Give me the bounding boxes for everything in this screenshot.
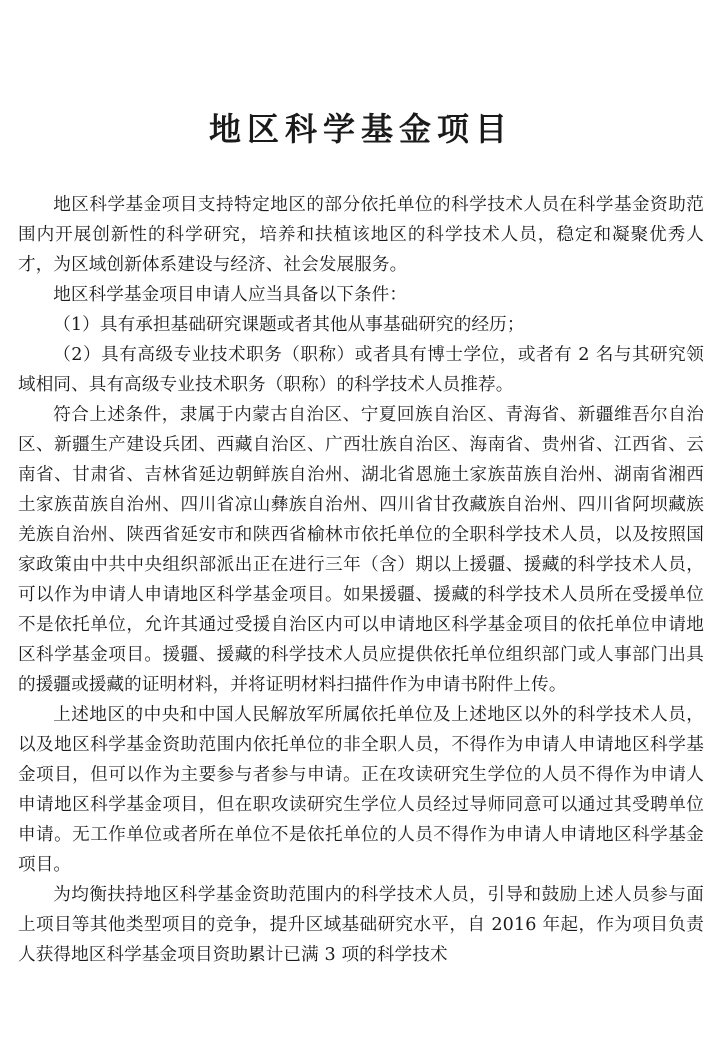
requirement-item-2: （2）具有高级专业技术职务（职称）或者具有博士学位，或者有 2 名与其研究领域相同、具有高级专业技术职务（职称）的科学技术人员推荐。 <box>18 345 704 395</box>
requirement-item-1: （1）具有承担基础研究课题或者其他从事基础研究的经历； <box>53 315 525 335</box>
page-title: 地区科学基金项目 <box>208 110 513 148</box>
paragraph-intro: 地区科学基金项目支持特定地区的部分依托单位的科学技术人员在科学基金资助范围内开展创新性的科学研究，培养和扶植该地区的科学技术人员，稳定和凝聚优秀人才，为区域创新体系建设与经济、社会发展服务。 <box>18 195 704 275</box>
paragraph-balanced-support: 为均衡扶持地区科学基金资助范围内的科学技术人员，引导和鼓励上述人员参与面上项目等其他类型项目的竞争，提升区域基础研究水平，自 2016 年起，作为项目负责人获得地区科学基金项目资助累计已满 3 项的科学技术 <box>18 885 704 965</box>
paragraph-eligible-regions: 符合上述条件，隶属于内蒙古自治区、宁夏回族自治区、青海省、新疆维吾尔自治区、新疆生产建设兵团、西藏自治区、广西壮族自治区、海南省、贵州省、江西省、云南省、甘肃省、吉林省延边朝鲜族自治州、湖北省恩施土家族苗族自治州、湖南省湘西土家族苗族自治州、四川省凉山彝族自治州、四川省甘孜藏族自治州、四川省阿坝藏族羌族自治州、陕西省延安市和陕西省榆林市依托单位的全职科学技术人员，以及按照国家政策由中共中央组织部派出正在进行三年（含）期以上援疆、援藏的科学技术人员，可以作为申请人申请地区科学基金项目。如果援疆、援藏的科学技术人员所在受援单位不是依托单位，允许其通过受援自治区内可以申请地区科学基金项目的依托单位申请地区科学基金项目。援疆、援藏的科学技术人员应提供依托单位组织部门或人事部门出具的援疆或援藏的证明材料，并将证明材料扫描件作为申请书附件上传。 <box>18 405 704 695</box>
document-page <box>18 0 704 1043</box>
paragraph-ineligible-applicants: 上述地区的中央和中国人民解放军所属依托单位及上述地区以外的科学技术人员，以及地区科学基金资助范围内依托单位的非全职人员，不得作为申请人申请地区科学基金项目，但可以作为主要参与者参与申请。正在攻读研究生学位的人员不得作为申请人申请地区科学基金项目，但在职攻读研究生学位人员经过导师同意可以通过其受聘单位申请。无工作单位或者所在单位不是依托单位的人员不得作为申请人申请地区科学基金项目。 <box>18 705 704 875</box>
document-body <box>18 190 704 970</box>
paragraph-requirements-heading: 地区科学基金项目申请人应当具备以下条件： <box>53 285 408 305</box>
